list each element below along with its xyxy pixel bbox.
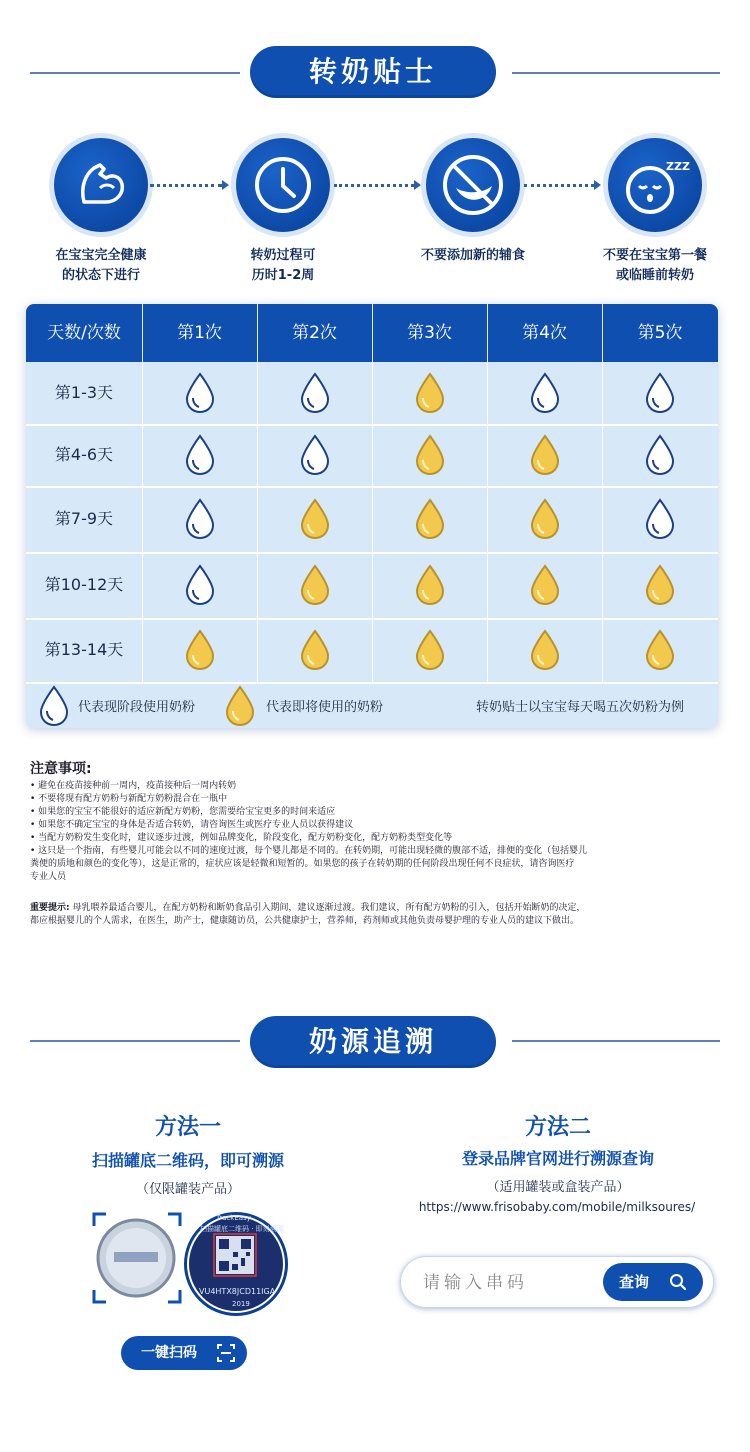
table-corner-header: 天数/次数 <box>47 323 121 343</box>
row-divider <box>26 682 718 684</box>
step-connector-1 <box>150 184 222 187</box>
scan-icon <box>217 1344 235 1362</box>
new-formula-drop-icon <box>528 563 562 607</box>
current-formula-drop-icon <box>643 371 677 415</box>
current-formula-drop-icon <box>183 371 217 415</box>
current-formula-drop-icon <box>643 433 677 477</box>
new-formula-drop-icon <box>643 628 677 672</box>
clock-icon <box>236 138 330 232</box>
search-button-label: 查询 <box>619 1273 650 1291</box>
section1-right-rule <box>512 72 720 74</box>
legend-note: 转奶贴士以宝宝每天喝五次奶粉为例 <box>476 700 685 715</box>
no-food-icon <box>426 138 520 232</box>
new-formula-drop-icon <box>528 628 562 672</box>
new-formula-drop-icon <box>413 628 447 672</box>
schedule-table <box>26 304 718 728</box>
column-header: 第2次 <box>292 323 337 343</box>
new-formula-drop-icon <box>298 497 332 541</box>
legend-new-label: 代表即将使用的奶粉 <box>266 700 384 715</box>
table-row <box>26 424 718 486</box>
section2-title: 奶源追溯 <box>250 1016 496 1068</box>
step-connector-3 <box>524 184 594 187</box>
note-item: 专业人员 <box>30 872 67 882</box>
step4-label: 不要在宝宝第一餐 或临睡前转奶 <box>602 248 707 283</box>
current-formula-drop-icon <box>298 371 332 415</box>
row-label: 第10-12天 <box>44 575 124 594</box>
current-formula-drop-icon <box>183 563 217 607</box>
current-formula-drop-icon <box>183 433 217 477</box>
search-button[interactable] <box>603 1263 703 1301</box>
note-item: • 不要将现有配方奶粉与新配方奶粉混合在一瓶中 <box>30 794 228 804</box>
row-label: 第13-14天 <box>44 640 124 659</box>
new-formula-drop-icon <box>643 563 677 607</box>
column-header: 第4次 <box>522 323 567 343</box>
important-label: 重要提示: <box>30 903 70 913</box>
method2-subtitle: 登录品牌官网进行溯源查询 <box>461 1149 654 1168</box>
can-trackeasy-label: TrackEasy <box>216 1214 251 1222</box>
legend-new-drop-icon <box>223 684 257 728</box>
new-formula-drop-icon <box>413 433 447 477</box>
arrow-icon <box>414 180 421 190</box>
method1-subtitle: 扫描罐底二维码，即可溯源 <box>91 1151 284 1170</box>
method2-note: （适用罐装或盒装产品） <box>486 1180 630 1195</box>
column-header: 第3次 <box>407 323 452 343</box>
sleeping-face-icon <box>608 138 702 232</box>
step3-label: 不要添加新的辅食 <box>420 248 525 263</box>
note-item: • 如果您的宝宝不能很好的适应新配方奶粉，您需要给宝宝更多的时间来适应 <box>30 807 336 817</box>
new-formula-drop-icon <box>528 433 562 477</box>
section1-left-rule <box>30 72 240 74</box>
legend-current-label: 代表现阶段使用奶粉 <box>78 700 196 715</box>
arrow-icon <box>594 180 601 190</box>
can-code-text: VU4HTX8JCD11IGA <box>199 1287 276 1296</box>
step4-circle <box>608 138 702 232</box>
scan-button-label: 一键扫码 <box>141 1345 197 1361</box>
new-formula-drop-icon <box>298 563 332 607</box>
table-row <box>26 486 718 552</box>
row-label: 第1-3天 <box>54 383 114 402</box>
step3-circle <box>426 138 520 232</box>
search-box <box>400 1256 714 1308</box>
can-date-text: 2019 <box>232 1300 250 1308</box>
new-formula-drop-icon <box>183 628 217 672</box>
method1-title: 方法一 <box>154 1115 221 1140</box>
note-item: • 当配方奶粉发生变化时，建议逐步过渡，例如品牌变化，阶段变化，配方奶粉变化，配方奶粉类型变化等 <box>30 833 453 843</box>
column-header: 第1次 <box>177 323 222 343</box>
table-row <box>26 362 718 424</box>
method2-title: 方法二 <box>524 1115 591 1140</box>
important-note-line2: 都应根据婴儿的个人需求，在医生，助产士，健康随访员，公共健康护士，营养师，药剂师或其他负责母婴护理的专业人员的建议下做出。 <box>30 916 580 926</box>
arrow-icon <box>222 180 229 190</box>
important-line1: 母乳喂养最适合婴儿，在配方奶粉和断奶食品引入期间，建议逐渐过渡。我们建议，所有配方奶粉的引入，包括开始断奶的决定， <box>72 903 586 913</box>
new-formula-drop-icon <box>413 563 447 607</box>
step-connector-2 <box>334 184 414 187</box>
step2-circle <box>236 138 330 232</box>
new-formula-drop-icon <box>298 628 332 672</box>
note-item: • 避免在疫苗接种前一周内，疫苗接种后一周内转奶 <box>30 781 237 791</box>
new-formula-drop-icon <box>413 497 447 541</box>
row-label: 第7-9天 <box>54 509 114 528</box>
scan-button[interactable] <box>121 1336 247 1370</box>
new-formula-drop-icon <box>413 371 447 415</box>
column-header: 第5次 <box>637 323 683 343</box>
notes-title: 注意事项: <box>30 761 92 777</box>
row-label: 第4-6天 <box>54 445 114 464</box>
search-input[interactable] <box>421 1257 595 1309</box>
method1-note: （仅限罐装产品） <box>135 1182 240 1197</box>
method2-url[interactable]: https://www.frisobaby.com/mobile/milksoures/ <box>418 1200 696 1214</box>
current-formula-drop-icon <box>298 433 332 477</box>
note-item: 粪便的质地和颜色的变化等），这是正常的，症状应该是轻微和短暂的。如果您的孩子在转奶期的任何阶段出现任何不良症状，请咨询医疗 <box>30 859 575 869</box>
new-formula-drop-icon <box>528 497 562 541</box>
section2-right-rule <box>512 1040 720 1042</box>
important-note <box>30 902 720 915</box>
note-item: • 这只是一个指南，有些婴儿可能会以不同的速度过渡，每个婴儿都是不同的。在转奶期，可能出现轻微的腹部不适，排便的变化（包括婴儿 <box>30 846 588 856</box>
section2-left-rule <box>30 1040 240 1042</box>
current-formula-drop-icon <box>643 497 677 541</box>
can-qr-caption: 扫描罐底二维码 · 即刻溯源 <box>200 1225 284 1233</box>
table-row <box>26 618 718 682</box>
current-formula-drop-icon <box>183 497 217 541</box>
table-row <box>26 552 718 618</box>
note-item: • 如果您不确定宝宝的身体是否适合转奶，请咨询医生或医疗专业人员以获得建议 <box>30 820 354 830</box>
step1-label: 在宝宝完全健康 的状态下进行 <box>55 248 147 283</box>
current-formula-drop-icon <box>528 371 562 415</box>
section1-title: 转奶贴士 <box>250 46 496 98</box>
search-icon <box>669 1273 687 1291</box>
strong-arm-icon <box>54 138 148 232</box>
svg-text:ZZZ: ZZZ <box>666 160 690 173</box>
step2-label: 转奶过程可 历时1-2周 <box>250 248 316 283</box>
legend-current-drop-icon <box>37 684 71 728</box>
step1-circle <box>54 138 148 232</box>
